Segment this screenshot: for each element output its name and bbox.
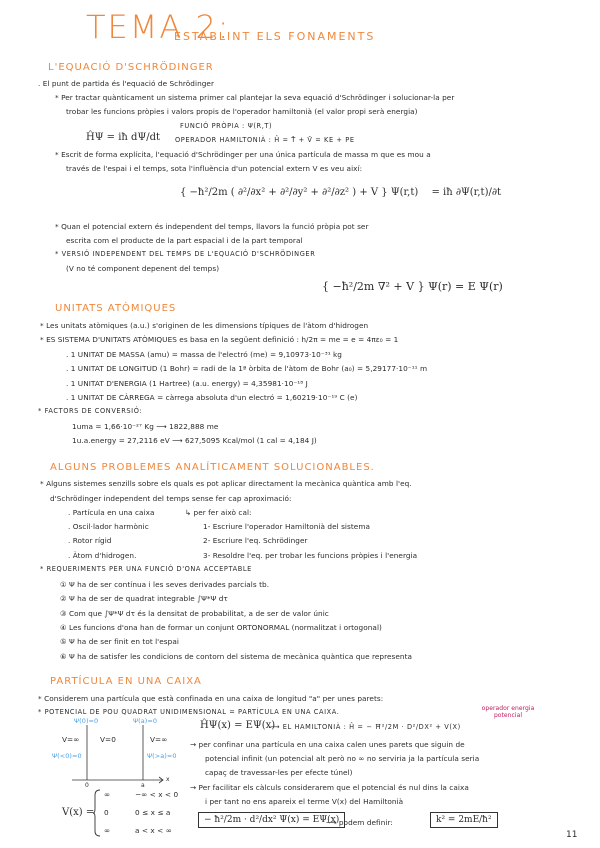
system-item: . Partícula en una caixa (68, 508, 155, 517)
step-item: ↳ per fer això cal: (185, 508, 252, 517)
psi-right-label: Ψ(>a)=0 (147, 752, 177, 760)
bc-left-label: Ψ(0)=0 (74, 717, 99, 725)
heading-particle-in-box: PARTÍCULA EN UNA CAIXA (50, 676, 202, 687)
text-line: trobar les funcions pròpies i valors propis de l'operador hamiltonià (el valor propi serà energia) (66, 107, 418, 116)
brace-icon (93, 789, 101, 837)
hamiltonian-label: OPERADOR HAMILTONIÀ : Ĥ = T̂ + V̂ = KE + PE (175, 136, 355, 144)
equation-schrodinger-short: ĤΨ = iħ dΨ/dt (86, 132, 161, 143)
requirement-item: ① Ψ ha de ser contínua i les seves derivades parcials tb. (60, 580, 270, 589)
axis-x-label: x (166, 776, 170, 783)
annotation-potential-operator: operador energia potencial (481, 705, 535, 719)
text-line: . El punt de partida és l'equació de Schrödinger (38, 79, 215, 88)
system-item: . Àtom d'hidrogen. (68, 551, 137, 560)
text-line: . 1 UNITAT DE CÀRREGA = càrrega absoluta d'un electró = 1,60219·10⁻¹⁹ C (e) (66, 393, 358, 402)
case-range: 0 ≤ x ≤ a (135, 808, 171, 817)
requirement-item: ③ Com que ∫Ψ*Ψ dτ és la densitat de probabilitat, a de ser de valor únic (60, 609, 329, 618)
note-line: capaç de travessar-les per efecte túnel) (205, 768, 353, 777)
eigenfunction-label: FUNCIÓ PRÒPIA : Ψ(R,T) (180, 122, 273, 130)
bc-right-label: Ψ(a)=0 (133, 717, 158, 725)
equation-rhs: = iħ ∂Ψ(r,t)/∂t (431, 187, 502, 198)
define-label: ⟶ podem definir: (326, 818, 393, 827)
text-line: * Quan el potencial extern és independent del temps, llavors la funció pròpia pot ser (55, 222, 369, 231)
text-line: * Per tractar quànticament un sistema primer cal plantejar la seva equació d'Schrödinger i solucionar-la per (55, 93, 455, 102)
text-line: * FACTORS DE CONVERSIÓ: (38, 407, 143, 415)
requirements-heading: * REQUERIMENTS PER UNA FUNCIÓ D'ONA ACCEPTABLE (40, 565, 252, 573)
note-line: i per tant no ens apareix el terme V(x) del Hamiltonià (205, 797, 404, 806)
equation-eigen: ĤΨ(x) = EΨ(x) (200, 720, 276, 731)
text-line: * Considerem una partícula que està confinada en una caixa de longitud "a" per unes parets: (38, 694, 384, 703)
case-range: −∞ < x < 0 (135, 790, 179, 799)
equation-time-independent: { −ħ²/2m ∇² + V } Ψ(r) = E Ψ(r) (322, 280, 503, 293)
psi-left-label: Ψ(<0)=0 (52, 752, 82, 760)
text-line: * ES SISTEMA D'UNITATS ATÒMIQUES es basa en la següent definició : h/2π = me = e = 4πε₀ = 1 (40, 335, 399, 344)
tick-a-label: a (141, 782, 145, 789)
requirement-item: ② Ψ ha de ser de quadrat integrable ∫Ψ*Ψ dτ (60, 594, 228, 603)
note-line: potencial infinit (un potencial alt però no ∞ no serviria ja la partícula seria (205, 754, 480, 763)
step-item: 3- Resoldre l'eq. per trobar les funcions pròpies i l'energia (203, 551, 418, 560)
v-left-label: V=∞ (62, 735, 80, 744)
requirement-item: ⑥ Ψ ha de satisfer les condicions de contorn del sistema de mecànica quàntica que representa (60, 652, 413, 661)
step-item: 1- Escriure l'operador Hamiltonià del sistema (203, 522, 370, 531)
text-line: * Les unitats atòmiques (a.u.) s'originen de les dimensions típiques de l'àtom d'hidrogen (40, 321, 369, 330)
requirement-item: ⑤ Ψ ha de ser finit en tot l'espai (60, 637, 179, 646)
v-mid-label: V=0 (100, 735, 116, 744)
text-line: * Alguns sistemes senzills sobre els quals es pot aplicar directament la mecànica quàntica amb l'eq. (40, 479, 412, 488)
title-subtitle: ESTABLINT ELS FONAMENTS (174, 30, 376, 43)
tick-0-label: 0 (85, 782, 89, 789)
note-line: → Per facilitar els càlculs considerarem que el potencial és nul dins la caixa (190, 783, 469, 792)
text-line: . 1 UNITAT DE LONGITUD (1 Bohr) = radi de la 1ª òrbita de l'àtom de Bohr (a₀) = 5,29177·10⁻¹¹ m (66, 364, 428, 373)
text-line: 1uma = 1,66·10⁻²⁷ Kg ⟶ 1822,888 me (72, 422, 219, 431)
hamiltonian-box: ⟶ EL HAMILTONIÀ : Ĥ = − Ħ²/2M · D²/DX² + V(X) (270, 723, 461, 731)
text-line: * Escrit de forma explícita, l'equació d'Schrödinger per una única partícula de massa m que es mou a (55, 150, 431, 159)
equation-box-final: − ħ²/2m · d²/dx² Ψ(x) = EΨ(x) (198, 812, 345, 828)
v-right-label: V=∞ (150, 735, 168, 744)
requirement-item: ④ Les funcions d'ona han de formar un conjunt ORTONORMAL (normalitzat i ortogonal) (60, 623, 382, 632)
text-line: * POTENCIAL DE POU QUADRAT UNIDIMENSIONAL = PARTÍCULA EN UNA CAIXA. (38, 708, 340, 716)
equation-time-dependent (180, 187, 501, 198)
equation-lhs: { −ħ²/2m ( ∂²/∂x² + ∂²/∂y² + ∂²/∂z² ) + V } Ψ(r,t) (180, 187, 419, 198)
k-definition: k² = 2mE/ħ² (430, 812, 498, 828)
text-line: . 1 UNITAT D'ENERGIA (1 Hartree) (a.u. energy) = 4,35981·10⁻¹⁸ J (66, 379, 308, 388)
step-item: 2- Escriure l'eq. Schrödinger (203, 536, 308, 545)
potential-lhs: V(x) = (62, 807, 95, 818)
case-value: 0 (104, 808, 109, 817)
title-number: TEMA 2: (86, 8, 231, 46)
text-line: 1u.a.energy = 27,2116 eV ⟶ 627,5095 Kcal/mol (1 cal = 4,184 J) (72, 436, 317, 445)
system-item: . Oscil·lador harmònic (68, 522, 149, 531)
case-value: ∞ (104, 826, 111, 835)
text-line: . 1 UNITAT DE MASSA (amu) = massa de l'electró (me) = 9,10973·10⁻³¹ kg (66, 350, 342, 359)
text-line: * VERSIÓ INDEPENDENT DEL TEMPS DE L'EQUACIÓ D'SCHRÖDINGER (55, 250, 316, 258)
heading-atomic-units: UNITATS ATÒMIQUES (55, 303, 177, 314)
case-range: a < x < ∞ (135, 826, 172, 835)
text-line: d'Schrödinger independent del temps sense fer cap aproximació: (50, 494, 292, 503)
case-value: ∞ (104, 790, 111, 799)
heading-schrodinger: L'EQUACIÓ D'SCHRÖDINGER (48, 62, 214, 73)
text-line: escrita com el producte de la part espacial i de la part temporal (66, 236, 303, 245)
page-number: 11 (566, 830, 578, 840)
text-line: través de l'espai i el temps, sota l'influència d'un potencial extern V es veu així: (66, 164, 363, 173)
system-item: . Rotor rígid (68, 536, 112, 545)
note-line: → per confinar una partícula en una caixa calen unes parets que siguin de (190, 740, 465, 749)
heading-solvable-problems: ALGUNS PROBLEMES ANALÍTICAMENT SOLUCIONABLES. (50, 462, 375, 473)
text-line: (V no té component depenent del temps) (66, 264, 220, 273)
